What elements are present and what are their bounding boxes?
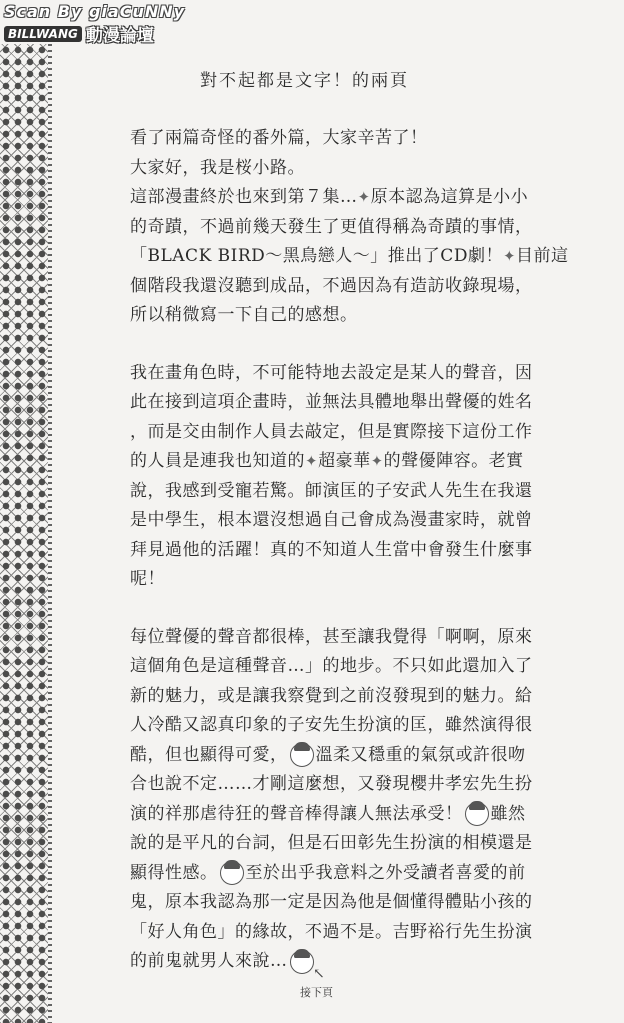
text-line: 此在接到這項企畫時，並無法具體地舉出聲優的姓名 (130, 392, 533, 412)
chibi-face-icon (290, 743, 314, 767)
text-line (130, 859, 610, 889)
continued-next-page-note: 接下頁 (300, 986, 333, 999)
text-line: 看了兩篇奇怪的番外篇，大家辛苦了！ (130, 128, 428, 148)
text-segment: 顯得性感。 (130, 862, 218, 883)
text-segment: 「BLACK BIRD～黑鳥戀人～」推出了CD劇！ (130, 246, 503, 266)
text-segment: 這部漫畫終於也來到第７集… (130, 187, 358, 207)
sparkle-icon: ✦ (502, 247, 517, 265)
text-line (130, 183, 610, 213)
text-line: 拜見過他的活躍！真的不知道人生當中會發生什麼事 (130, 539, 533, 560)
paragraph-2 (130, 359, 610, 595)
text-body (130, 124, 610, 1005)
text-line: 說的是平凡的台詞，但是石田彰先生扮演的相模還是 (130, 833, 533, 853)
decorative-lace-border (0, 44, 48, 1023)
text-line (130, 242, 610, 272)
text-line (130, 800, 610, 830)
text-line (130, 947, 610, 977)
page-title: 對不起都是文字！的兩頁 (200, 71, 409, 91)
text-line: 人冷酷又認真印象的子安先生扮演的匡，雖然演得很 (130, 715, 533, 735)
text-line: 鬼，原本我認為那一定是因為他是個懂得體貼小孩的 (130, 892, 533, 912)
text-line: 這個角色是這種聲音…」的地步。不只如此還加入了 (130, 656, 533, 676)
text-line: 所以稍微寫一下自己的感想。 (130, 305, 358, 325)
chibi-face-icon (290, 950, 314, 974)
text-segment: 酷，但也顯得可愛， (130, 744, 288, 765)
scanner-watermark (4, 2, 185, 46)
sparkle-icon: ✦ (305, 452, 319, 470)
sparkle-icon: ✦ (357, 188, 371, 206)
paragraph-1 (130, 124, 610, 331)
text-segment: 的前鬼就男人來說… (130, 951, 288, 971)
chibi-face-icon (465, 802, 489, 826)
text-line: 個階段我還沒聽到成品，不過因為有造訪收錄現場， (130, 275, 533, 296)
text-line: ，而是交由制作人員去敲定，但是實際接下這份工作 (130, 421, 533, 442)
text-segment: 原本認為這算是小小 (370, 187, 529, 207)
text-segment: 的人員是連我也知道的 (130, 451, 305, 471)
text-line: 說，我感到受寵若驚。師演匡的子安武人先生在我還 (130, 480, 533, 501)
text-line: 我在畫角色時，不可能特地去設定是某人的聲音，因 (130, 362, 533, 383)
text-segment: 演的祥那虐待狂的聲音棒得讓人無法承受！ (130, 803, 463, 824)
text-line: 呢！ (130, 569, 165, 589)
watermark-forum-name: 動漫論壇 (85, 26, 154, 46)
watermark-scan-credit: Scan By giaCuNNy (4, 2, 186, 21)
text-segment: 超豪華 (318, 451, 371, 471)
text-line (130, 447, 610, 477)
text-line: 新的魅力，或是讓我察覺到之前沒發現到的魅力。給 (130, 685, 533, 706)
text-line: 大家好，我是桜小路。 (130, 157, 305, 178)
text-segment: 的聲優陣容。老實 (383, 451, 524, 471)
text-line: 合也說不定……才剛這麼想，又發現櫻井孝宏先生扮 (130, 774, 533, 794)
text-line: 「好人角色」的緣故，不過不是。吉野裕行先生扮演 (130, 921, 533, 942)
chibi-face-icon (220, 861, 244, 885)
text-segment: 至於出乎我意料之外受讀者喜愛的前 (245, 862, 526, 883)
text-segment: 溫柔又穩重的氣氛或許很吻 (315, 744, 526, 765)
text-segment: 雖然 (490, 803, 526, 824)
paragraph-3 (130, 623, 610, 977)
watermark-logo: BILLWANG (4, 26, 82, 42)
text-line: 每位聲優的聲音都很棒，甚至讓我覺得「啊啊，原來 (130, 626, 533, 647)
text-segment: 目前這 (516, 246, 569, 266)
text-line: 的奇蹟，不過前幾天發生了更值得稱為奇蹟的事情， (130, 216, 533, 237)
text-line (130, 741, 610, 771)
arrow-icon: ↖ (313, 966, 325, 982)
sparkle-icon: ✦ (370, 452, 384, 470)
text-line: 是中學生，根本還沒想過自己會成為漫畫家時，就曾 (130, 510, 533, 530)
